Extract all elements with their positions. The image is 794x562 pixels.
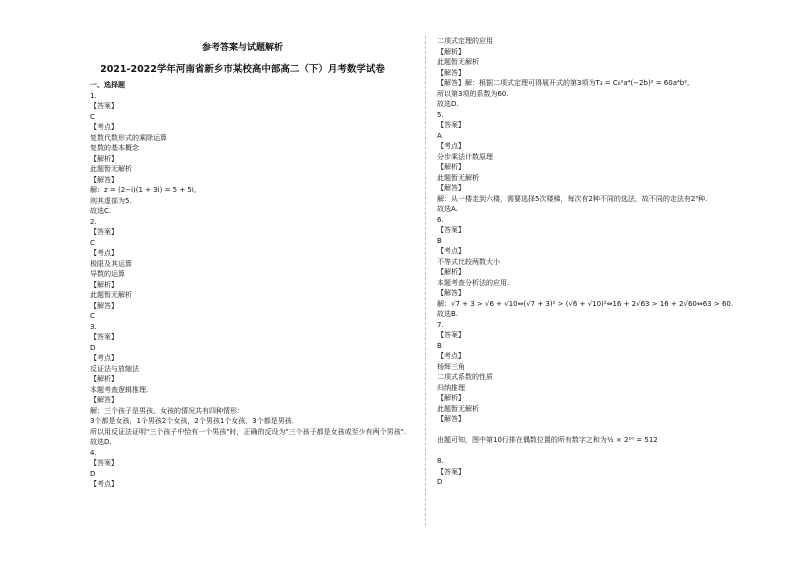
text-line: 【解析】 bbox=[437, 394, 465, 402]
text-line: 二项式系数的性质 bbox=[437, 373, 493, 381]
text-line: 【解析】 bbox=[437, 268, 465, 276]
text-line: 故选D. bbox=[437, 100, 459, 108]
text-line: 8. bbox=[437, 457, 444, 465]
text-line: 此题暂无解析 bbox=[437, 173, 479, 182]
text-line: 3. bbox=[90, 322, 97, 331]
text-line: 解：√7 + 3 > √6 + √10⇔(√7 + 3)² > (√6 + √10)²⇔16 + 2√63 > 16 + 2√60⇔63 > 60. bbox=[437, 299, 734, 308]
text-line: 本题考查分析法的应用. bbox=[437, 278, 510, 287]
column-divider bbox=[425, 36, 426, 526]
text-line: 2. bbox=[90, 217, 97, 226]
text-line: 5. bbox=[437, 110, 444, 119]
text-line: 【答案】 bbox=[90, 228, 118, 236]
text-line: 【解答】 bbox=[90, 175, 118, 184]
exam-title: 2021-2022学年河南省新乡市某校高中部高二（下）月考数学试卷 bbox=[100, 64, 385, 75]
text-line: 解：从一楼走到六楼，需要选择5次楼梯，每次有2种不同的选法，故不同的走法有2⁵种. bbox=[437, 194, 708, 203]
left-column-body bbox=[90, 80, 407, 490]
text-line: 一、选择题 bbox=[90, 81, 125, 89]
text-line: 所以用反证法证明"三个孩子中恰有一个男孩"时，正确的反设为"三个孩子都是女孩或至少有两个男孩". bbox=[90, 427, 407, 436]
text-line: B bbox=[437, 341, 442, 350]
text-line: 【答案】 bbox=[437, 467, 465, 476]
text-line: 4. bbox=[90, 448, 97, 457]
text-line: A bbox=[437, 131, 442, 140]
text-line: 7. bbox=[437, 320, 444, 329]
text-line: 【解答】 bbox=[437, 415, 465, 423]
text-line: 【解答】 bbox=[437, 184, 465, 192]
text-line: 杨辉三角 bbox=[437, 362, 465, 371]
text-line bbox=[437, 425, 737, 436]
text-line: D bbox=[90, 343, 96, 352]
text-line: 本题考查逻辑推理. bbox=[90, 385, 149, 394]
text-line: 【解答】 bbox=[437, 68, 465, 77]
text-line: 导数的运算 bbox=[90, 270, 125, 278]
text-line: 【解析】 bbox=[90, 154, 118, 163]
text-line: 则其虚部为5. bbox=[90, 196, 132, 205]
text-line: 【解析】 bbox=[90, 375, 118, 383]
text-line: 故选B. bbox=[437, 310, 459, 318]
text-line: 【考点】 bbox=[90, 354, 118, 362]
text-line: 【答案】 bbox=[90, 102, 118, 110]
left-column bbox=[90, 38, 407, 490]
text-line: 【解析】 bbox=[90, 280, 118, 289]
text-line: 【解析】 bbox=[437, 47, 465, 56]
text-line: C bbox=[90, 238, 95, 247]
text-line: 归纳推理 bbox=[437, 383, 465, 392]
text-line: D bbox=[90, 469, 96, 478]
text-line: 【答案】 bbox=[437, 331, 465, 339]
text-line: 二项式定理的应用 bbox=[437, 37, 493, 45]
text-line: 解：三个孩子是男孩、女孩的情况共有四种情形： bbox=[90, 406, 244, 415]
text-line: 分步乘法计数原理 bbox=[437, 152, 493, 161]
text-line: 【答案】 bbox=[90, 459, 118, 467]
text-line: 3个都是女孩，1个男孩2个女孩，2个男孩1个女孩，3个都是男孩. bbox=[90, 417, 294, 425]
text-line: 故选A. bbox=[437, 205, 458, 213]
text-line: 故选D. bbox=[90, 438, 112, 446]
text-line: 所以第3项的系数为60. bbox=[437, 89, 509, 98]
text-line: 此题暂无解析 bbox=[90, 291, 132, 299]
text-line: C bbox=[90, 112, 95, 121]
text-line: 由题可知，图中第10行排在偶数位置的所有数字之和为½ × 2¹⁰ = 512 bbox=[437, 436, 658, 444]
text-line: 【考点】 bbox=[437, 247, 465, 255]
text-line: 【考点】 bbox=[90, 249, 118, 257]
right-column-body bbox=[437, 36, 737, 488]
text-line: 【答案】 bbox=[90, 333, 118, 341]
text-line: C bbox=[90, 312, 95, 320]
text-line: 此题暂无解析 bbox=[90, 165, 132, 173]
text-line: 复数代数形式的乘除运算 bbox=[90, 133, 167, 142]
text-line: 【考点】 bbox=[90, 480, 118, 488]
text-line: B bbox=[437, 236, 442, 245]
text-line: 【答案】 bbox=[437, 226, 465, 234]
text-line: 1. bbox=[90, 91, 97, 100]
text-line: D bbox=[437, 478, 443, 486]
text-line: 【解答】 bbox=[437, 289, 465, 297]
text-line: 故选C. bbox=[90, 207, 112, 215]
text-line: 【考点】 bbox=[90, 123, 118, 131]
text-line: 【解答】 bbox=[90, 396, 118, 404]
text-line: 【解答】 bbox=[90, 301, 118, 310]
text-line: 6. bbox=[437, 215, 444, 224]
text-line: 【考点】 bbox=[437, 142, 465, 150]
text-line: 此题暂无解析 bbox=[437, 404, 479, 413]
text-line: 【考点】 bbox=[437, 352, 465, 360]
text-line: 极限及其运算 bbox=[90, 259, 132, 268]
text-line bbox=[437, 446, 737, 457]
text-line: 此题暂无解析 bbox=[437, 58, 479, 66]
text-line: 复数的基本概念 bbox=[90, 144, 139, 152]
text-line: 不等式比较两数大小 bbox=[437, 257, 500, 266]
text-line: 反证法与放缩法 bbox=[90, 364, 139, 373]
text-line: 解：z = (2−i)(1 + 3i) = 5 + 5i, bbox=[90, 186, 197, 194]
text-line: 【答案】 bbox=[437, 121, 465, 129]
text-line: 【解答】解：根据二项式定理可得展开式的第3项为T₃ = C₆²a⁴(−2b)² = 60a⁴b², bbox=[437, 79, 690, 87]
document-title: 参考答案与试题解析 bbox=[201, 43, 283, 53]
text-line: 【解析】 bbox=[437, 163, 465, 171]
right-column bbox=[437, 36, 737, 488]
